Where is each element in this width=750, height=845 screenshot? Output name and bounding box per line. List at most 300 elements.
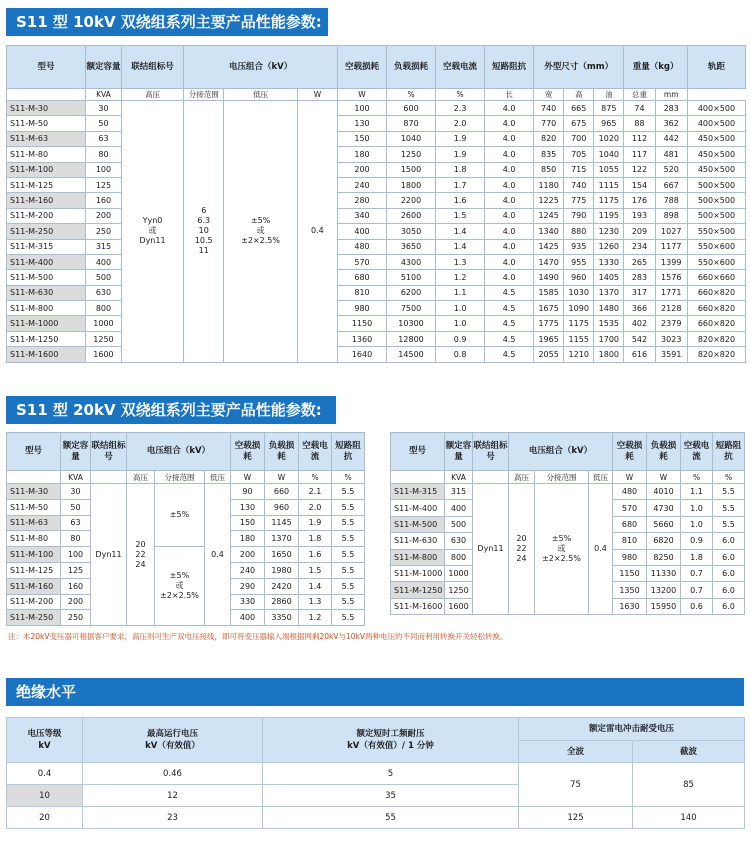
cell-noload-loss: 180 bbox=[231, 531, 265, 547]
cell-load-loss: 4730 bbox=[647, 500, 681, 516]
cell-noload-loss: 570 bbox=[337, 254, 386, 269]
table-row bbox=[7, 147, 746, 162]
cell-width: 1210 bbox=[564, 347, 594, 362]
subheader-row bbox=[7, 89, 746, 101]
cell-lv-merged: 0.4 bbox=[297, 101, 337, 363]
cell-height: 965 bbox=[594, 116, 624, 131]
cell-capacity: 315 bbox=[445, 484, 473, 500]
cell-noload-current: 1.1 bbox=[436, 285, 485, 300]
cell-load-loss: 1370 bbox=[265, 531, 299, 547]
cell-oil-weight: 317 bbox=[624, 285, 655, 300]
col-voltage-combo: 电压组合（kV） bbox=[184, 46, 338, 89]
section-10kv-title: S11 型 10kV 双绕组系列主要产品性能参数: bbox=[6, 8, 328, 36]
cell-noload-loss: 570 bbox=[613, 500, 647, 516]
cell-gauge: 400×500 bbox=[687, 116, 745, 131]
cell-impedance: 4.0 bbox=[485, 239, 534, 254]
cell-noload-current: 1.2 bbox=[436, 270, 485, 285]
cell-noload-loss: 1630 bbox=[613, 598, 647, 614]
cell-noload-loss: 1150 bbox=[337, 316, 386, 331]
subheader-capacity: KVA bbox=[445, 471, 473, 484]
col-model: 型号 bbox=[7, 46, 86, 89]
cell-hv-merged: 20 22 24 bbox=[127, 484, 155, 626]
cell-capacity: 30 bbox=[61, 484, 91, 500]
cell-capacity: 1600 bbox=[445, 598, 473, 614]
cell-noload-loss: 240 bbox=[337, 177, 386, 192]
col-chopped-wave: 截波 bbox=[633, 741, 745, 763]
cell-capacity: 125 bbox=[61, 562, 91, 578]
cell-impedance: 4.0 bbox=[485, 162, 534, 177]
subheader-loss_w1: W bbox=[297, 89, 337, 101]
cell-height: 1330 bbox=[594, 254, 624, 269]
cell-model: S11-M-80 bbox=[7, 531, 61, 547]
cell-noload-loss: 240 bbox=[231, 562, 265, 578]
cell-max-op: 12 bbox=[83, 785, 263, 807]
cell-width: 740 bbox=[564, 177, 594, 192]
cell-length: 770 bbox=[534, 116, 564, 131]
subheader-blank bbox=[7, 89, 86, 101]
cell-noload-current: 0.7 bbox=[681, 582, 713, 598]
cell-load-loss: 4010 bbox=[647, 484, 681, 500]
col-connection: 联结组标号 bbox=[473, 433, 509, 471]
cell-load-loss: 3350 bbox=[265, 610, 299, 626]
col-impedance: 短路阻抗 bbox=[485, 46, 534, 89]
col-max-op: 最高运行电压 kV（有效值） bbox=[83, 718, 263, 763]
cell-model: S11-M-100 bbox=[7, 162, 86, 177]
col-impedance: 短路阻抗 bbox=[713, 433, 745, 471]
subheader-mm: mm bbox=[655, 89, 687, 101]
cell-impedance: 4.0 bbox=[485, 131, 534, 146]
cell-noload-current: 1.9 bbox=[436, 131, 485, 146]
cell-noload-loss: 980 bbox=[337, 301, 386, 316]
cell-impedance: 5.5 bbox=[332, 515, 365, 531]
cell-model: S11-M-1000 bbox=[7, 316, 86, 331]
cell-model: S11-M-80 bbox=[7, 147, 86, 162]
subheader-row bbox=[7, 471, 365, 484]
col-impedance: 短路阻抗 bbox=[332, 433, 365, 471]
cell-load-loss: 4300 bbox=[387, 254, 436, 269]
cell-model: S11-M-1000 bbox=[391, 565, 445, 581]
cell-height: 1230 bbox=[594, 224, 624, 239]
cell-oil-weight: 283 bbox=[624, 270, 655, 285]
cell-impedance: 5.5 bbox=[332, 547, 365, 563]
cell-noload-current: 1.5 bbox=[436, 208, 485, 223]
cell-model: S11-M-125 bbox=[7, 562, 61, 578]
col-dimensions: 外型尺寸（mm） bbox=[534, 46, 624, 89]
cell-height: 1535 bbox=[594, 316, 624, 331]
cell-noload-current: 1.4 bbox=[436, 239, 485, 254]
table-row bbox=[7, 316, 746, 331]
cell-impedance: 4.5 bbox=[485, 301, 534, 316]
cell-capacity: 315 bbox=[86, 239, 122, 254]
cell-capacity: 50 bbox=[86, 116, 122, 131]
cell-length: 1585 bbox=[534, 285, 564, 300]
table-row bbox=[7, 285, 746, 300]
cell-impedance: 6.0 bbox=[713, 549, 745, 565]
cell-noload-current: 1.9 bbox=[436, 147, 485, 162]
cell-impedance: 5.5 bbox=[713, 500, 745, 516]
cell-oil-weight: 112 bbox=[624, 131, 655, 146]
cell-noload-current: 1.8 bbox=[299, 531, 332, 547]
cell-noload-current: 1.8 bbox=[681, 549, 713, 565]
subheader-capacity: KVA bbox=[86, 89, 122, 101]
cell-noload-loss: 400 bbox=[337, 224, 386, 239]
cell-model: S11-M-1600 bbox=[391, 598, 445, 614]
subheader-p2: % bbox=[332, 471, 365, 484]
cell-oil-weight: 193 bbox=[624, 208, 655, 223]
cell-total-weight: 1771 bbox=[655, 285, 687, 300]
section-insulation-title: 绝缘水平 bbox=[6, 678, 744, 706]
col-noload-loss: 空载损耗 bbox=[613, 433, 647, 471]
cell-noload-loss: 480 bbox=[337, 239, 386, 254]
cell-capacity: 400 bbox=[86, 254, 122, 269]
cell-hv-merged: 20 22 24 bbox=[509, 484, 535, 615]
subheader-blank bbox=[473, 471, 509, 484]
cell-impedance: 4.0 bbox=[485, 224, 534, 239]
cell-oil-weight: 234 bbox=[624, 239, 655, 254]
subheader-capacity: KVA bbox=[61, 471, 91, 484]
subheader-loss_w2: W bbox=[337, 89, 386, 101]
cell-impedance: 5.5 bbox=[332, 610, 365, 626]
cell-model: S11-M-800 bbox=[391, 549, 445, 565]
cell-hv-merged: 6 6.3 10 10.5 11 bbox=[184, 101, 224, 363]
table-row bbox=[7, 331, 746, 346]
cell-height: 1115 bbox=[594, 177, 624, 192]
cell-capacity: 1250 bbox=[86, 331, 122, 346]
cell-noload-current: 1.2 bbox=[299, 610, 332, 626]
cell-width: 1090 bbox=[564, 301, 594, 316]
cell-impedance: 6.0 bbox=[713, 533, 745, 549]
table-row bbox=[7, 177, 746, 192]
cell-impedance: 4.0 bbox=[485, 177, 534, 192]
cell-tap-merged: ±5% 或 ±2×2.5% bbox=[224, 101, 298, 363]
subheader-lv: 低压 bbox=[589, 471, 613, 484]
cell-model: S11-M-100 bbox=[7, 547, 61, 563]
subheader-w2: W bbox=[647, 471, 681, 484]
cell-gauge: 550×600 bbox=[687, 239, 745, 254]
cell-capacity: 63 bbox=[61, 515, 91, 531]
subheader-hgt: 高 bbox=[564, 89, 594, 101]
cell-impedance: 5.5 bbox=[332, 578, 365, 594]
cell-impedance: 4.0 bbox=[485, 270, 534, 285]
cell-noload-loss: 480 bbox=[613, 484, 647, 500]
cell-model: S11-M-50 bbox=[7, 116, 86, 131]
subheader-p1: % bbox=[299, 471, 332, 484]
cell-capacity: 160 bbox=[61, 578, 91, 594]
cell-model: S11-M-1250 bbox=[391, 582, 445, 598]
table-row bbox=[7, 162, 746, 177]
cell-short-time: 55 bbox=[263, 807, 519, 829]
cell-capacity: 1600 bbox=[86, 347, 122, 362]
cell-model: S11-M-200 bbox=[7, 594, 61, 610]
cell-total-weight: 283 bbox=[655, 101, 687, 116]
cell-full-wave: 125 bbox=[519, 807, 633, 829]
cell-length: 850 bbox=[534, 162, 564, 177]
cell-gauge: 660×820 bbox=[687, 316, 745, 331]
cell-noload-loss: 400 bbox=[231, 610, 265, 626]
cell-impedance: 4.0 bbox=[485, 254, 534, 269]
cell-oil-weight: 366 bbox=[624, 301, 655, 316]
cell-capacity: 80 bbox=[61, 531, 91, 547]
cell-load-loss: 3050 bbox=[387, 224, 436, 239]
cell-height: 1040 bbox=[594, 147, 624, 162]
cell-gauge: 660×820 bbox=[687, 301, 745, 316]
cell-load-loss: 13200 bbox=[647, 582, 681, 598]
cell-noload-current: 2.0 bbox=[436, 116, 485, 131]
cell-noload-current: 1.1 bbox=[681, 484, 713, 500]
cell-length: 1245 bbox=[534, 208, 564, 223]
subheader-tap: 分接范围 bbox=[535, 471, 589, 484]
cell-total-weight: 898 bbox=[655, 208, 687, 223]
cell-capacity: 250 bbox=[86, 224, 122, 239]
cell-total-weight: 2128 bbox=[655, 301, 687, 316]
cell-length: 1675 bbox=[534, 301, 564, 316]
table-row bbox=[7, 807, 745, 829]
cell-impedance: 5.5 bbox=[713, 516, 745, 532]
cell-level: 10 bbox=[7, 785, 83, 807]
cell-lv-merged: 0.4 bbox=[205, 484, 231, 626]
cell-load-loss: 1800 bbox=[387, 177, 436, 192]
cell-model: S11-M-30 bbox=[7, 484, 61, 500]
cell-oil-weight: 209 bbox=[624, 224, 655, 239]
cell-load-loss: 600 bbox=[387, 101, 436, 116]
cell-lv-merged: 0.4 bbox=[589, 484, 613, 615]
cell-model: S11-M-315 bbox=[7, 239, 86, 254]
cell-width: 665 bbox=[564, 101, 594, 116]
cell-capacity: 500 bbox=[445, 516, 473, 532]
cell-capacity: 1000 bbox=[86, 316, 122, 331]
cell-length: 1340 bbox=[534, 224, 564, 239]
cell-impedance: 4.0 bbox=[485, 208, 534, 223]
table-row bbox=[7, 101, 746, 116]
cell-capacity: 200 bbox=[86, 208, 122, 223]
subheader-row bbox=[391, 471, 745, 484]
cell-noload-current: 2.3 bbox=[436, 101, 485, 116]
table-row bbox=[7, 254, 746, 269]
cell-impedance: 4.0 bbox=[485, 147, 534, 162]
cell-load-loss: 5660 bbox=[647, 516, 681, 532]
col-level: 电压等级 kV bbox=[7, 718, 83, 763]
cell-connection-merged: Yyn0 或 Dyn11 bbox=[121, 101, 183, 363]
cell-noload-current: 0.9 bbox=[436, 331, 485, 346]
cell-level: 0.4 bbox=[7, 763, 83, 785]
cell-height: 1800 bbox=[594, 347, 624, 362]
cell-load-loss: 1980 bbox=[265, 562, 299, 578]
cell-capacity: 80 bbox=[86, 147, 122, 162]
cell-height: 875 bbox=[594, 101, 624, 116]
subheader-blank bbox=[91, 471, 127, 484]
subheader-len: 长 bbox=[485, 89, 534, 101]
table-insulation bbox=[6, 717, 745, 829]
cell-noload-current: 1.7 bbox=[436, 177, 485, 192]
cell-length: 740 bbox=[534, 101, 564, 116]
cell-impedance: 4.0 bbox=[485, 116, 534, 131]
col-capacity: 额定容量 bbox=[86, 46, 122, 89]
cell-noload-loss: 1350 bbox=[613, 582, 647, 598]
cell-width: 700 bbox=[564, 131, 594, 146]
cell-impedance: 5.5 bbox=[332, 531, 365, 547]
cell-impedance: 4.0 bbox=[485, 193, 534, 208]
cell-load-loss: 870 bbox=[387, 116, 436, 131]
subheader-blank bbox=[391, 471, 445, 484]
cell-load-loss: 10300 bbox=[387, 316, 436, 331]
cell-length: 1965 bbox=[534, 331, 564, 346]
cell-impedance: 6.0 bbox=[713, 582, 745, 598]
cell-height: 1055 bbox=[594, 162, 624, 177]
cell-model: S11-M-630 bbox=[7, 285, 86, 300]
cell-capacity: 1250 bbox=[445, 582, 473, 598]
cell-gauge: 500×500 bbox=[687, 177, 745, 192]
cell-model: S11-M-160 bbox=[7, 193, 86, 208]
cell-load-loss: 1145 bbox=[265, 515, 299, 531]
col-voltage-combo: 电压组合（kV） bbox=[127, 433, 231, 471]
cell-load-loss: 8250 bbox=[647, 549, 681, 565]
cell-noload-loss: 680 bbox=[613, 516, 647, 532]
cell-model: S11-M-400 bbox=[7, 254, 86, 269]
cell-length: 835 bbox=[534, 147, 564, 162]
table-row bbox=[7, 301, 746, 316]
cell-total-weight: 788 bbox=[655, 193, 687, 208]
cell-noload-loss: 280 bbox=[337, 193, 386, 208]
col-load-loss: 负载损耗 bbox=[387, 46, 436, 89]
cell-noload-loss: 290 bbox=[231, 578, 265, 594]
cell-noload-current: 2.0 bbox=[299, 499, 332, 515]
cell-noload-current: 1.5 bbox=[299, 562, 332, 578]
cell-height: 1020 bbox=[594, 131, 624, 146]
cell-load-loss: 7500 bbox=[387, 301, 436, 316]
cell-noload-current: 0.9 bbox=[681, 533, 713, 549]
cell-width: 1175 bbox=[564, 316, 594, 331]
subheader-tap: 分接范围 bbox=[155, 471, 205, 484]
cell-connection-merged: Dyn11 bbox=[473, 484, 509, 615]
cell-impedance: 6.0 bbox=[713, 598, 745, 614]
col-model: 型号 bbox=[7, 433, 61, 471]
cell-model: S11-M-315 bbox=[391, 484, 445, 500]
cell-capacity: 100 bbox=[86, 162, 122, 177]
cell-length: 1425 bbox=[534, 239, 564, 254]
col-load-loss: 负载损耗 bbox=[265, 433, 299, 471]
cell-model: S11-M-500 bbox=[7, 270, 86, 285]
cell-height: 1700 bbox=[594, 331, 624, 346]
cell-oil-weight: 265 bbox=[624, 254, 655, 269]
cell-model: S11-M-1600 bbox=[7, 347, 86, 362]
col-connection: 联结组标号 bbox=[121, 46, 183, 89]
col-gauge: 轨距 bbox=[687, 46, 745, 89]
cell-model: S11-M-250 bbox=[7, 610, 61, 626]
cell-gauge: 820×820 bbox=[687, 331, 745, 346]
cell-model: S11-M-200 bbox=[7, 208, 86, 223]
col-noload-current: 空载电流 bbox=[436, 46, 485, 89]
cell-load-loss: 2420 bbox=[265, 578, 299, 594]
cell-gauge: 550×500 bbox=[687, 224, 745, 239]
footnote: 注：本20kV变压器可根据客户要求，高压则可生产双电压接线，即可将变压器输入端根据网剩20kV与10kV两种电压的不同而利用转换开关轻松转换。 bbox=[8, 632, 508, 641]
cell-height: 1195 bbox=[594, 208, 624, 223]
cell-width: 675 bbox=[564, 116, 594, 131]
cell-model: S11-M-630 bbox=[391, 533, 445, 549]
cell-gauge: 450×500 bbox=[687, 131, 745, 146]
cell-noload-current: 1.4 bbox=[299, 578, 332, 594]
cell-model: S11-M-63 bbox=[7, 515, 61, 531]
cell-height: 1175 bbox=[594, 193, 624, 208]
col-weight: 重量（kg） bbox=[624, 46, 688, 89]
cell-gauge: 400×500 bbox=[687, 101, 745, 116]
subheader-lv: 低压 bbox=[205, 471, 231, 484]
cell-height: 1260 bbox=[594, 239, 624, 254]
cell-load-loss: 6200 bbox=[387, 285, 436, 300]
cell-noload-current: 2.1 bbox=[299, 484, 332, 500]
cell-chopped-wave-merged: 85 bbox=[633, 763, 745, 807]
cell-noload-loss: 200 bbox=[231, 547, 265, 563]
cell-length: 1180 bbox=[534, 177, 564, 192]
table-20kv-right bbox=[390, 432, 745, 615]
subheader-pct1: % bbox=[387, 89, 436, 101]
cell-noload-loss: 810 bbox=[337, 285, 386, 300]
cell-model: S11-M-500 bbox=[391, 516, 445, 532]
subheader-blank bbox=[7, 471, 61, 484]
cell-total-weight: 3591 bbox=[655, 347, 687, 362]
cell-noload-current: 1.0 bbox=[681, 516, 713, 532]
cell-width: 955 bbox=[564, 254, 594, 269]
cell-load-loss: 2200 bbox=[387, 193, 436, 208]
cell-capacity: 63 bbox=[86, 131, 122, 146]
table-row bbox=[7, 763, 745, 785]
cell-model: S11-M-50 bbox=[7, 499, 61, 515]
col-connection: 联结组标号 bbox=[91, 433, 127, 471]
col-noload-current: 空载电流 bbox=[299, 433, 332, 471]
cell-noload-current: 1.0 bbox=[436, 316, 485, 331]
cell-noload-current: 0.7 bbox=[681, 565, 713, 581]
cell-noload-loss: 340 bbox=[337, 208, 386, 223]
subheader-w1: W bbox=[231, 471, 265, 484]
cell-short-time: 5 bbox=[263, 763, 519, 785]
cell-gauge: 660×820 bbox=[687, 285, 745, 300]
cell-total-weight: 442 bbox=[655, 131, 687, 146]
table-row bbox=[7, 224, 746, 239]
cell-oil-weight: 542 bbox=[624, 331, 655, 346]
cell-impedance: 4.5 bbox=[485, 347, 534, 362]
cell-impedance: 6.0 bbox=[713, 565, 745, 581]
cell-load-loss: 15950 bbox=[647, 598, 681, 614]
cell-short-time: 35 bbox=[263, 785, 519, 807]
cell-impedance: 4.5 bbox=[485, 316, 534, 331]
cell-tap-merged-a: ±5% bbox=[155, 484, 205, 547]
cell-capacity: 630 bbox=[86, 285, 122, 300]
cell-noload-current: 1.3 bbox=[299, 594, 332, 610]
cell-model: S11-M-125 bbox=[7, 177, 86, 192]
cell-noload-current: 1.0 bbox=[681, 500, 713, 516]
cell-load-loss: 5100 bbox=[387, 270, 436, 285]
cell-oil-weight: 88 bbox=[624, 116, 655, 131]
cell-noload-loss: 130 bbox=[231, 499, 265, 515]
cell-gauge: 820×820 bbox=[687, 347, 745, 362]
cell-model: S11-M-160 bbox=[7, 578, 61, 594]
cell-model: S11-M-800 bbox=[7, 301, 86, 316]
cell-length: 2055 bbox=[534, 347, 564, 362]
subheader-p2: % bbox=[713, 471, 745, 484]
col-full-wave: 全波 bbox=[519, 741, 633, 763]
cell-gauge: 500×500 bbox=[687, 208, 745, 223]
table-10kv bbox=[6, 45, 746, 363]
cell-width: 1155 bbox=[564, 331, 594, 346]
cell-noload-loss: 1360 bbox=[337, 331, 386, 346]
table-row bbox=[7, 131, 746, 146]
subheader-w1: W bbox=[613, 471, 647, 484]
cell-impedance: 5.5 bbox=[713, 484, 745, 500]
cell-impedance: 5.5 bbox=[332, 562, 365, 578]
cell-chopped-wave: 140 bbox=[633, 807, 745, 829]
cell-total-weight: 362 bbox=[655, 116, 687, 131]
cell-capacity: 30 bbox=[86, 101, 122, 116]
cell-oil-weight: 74 bbox=[624, 101, 655, 116]
